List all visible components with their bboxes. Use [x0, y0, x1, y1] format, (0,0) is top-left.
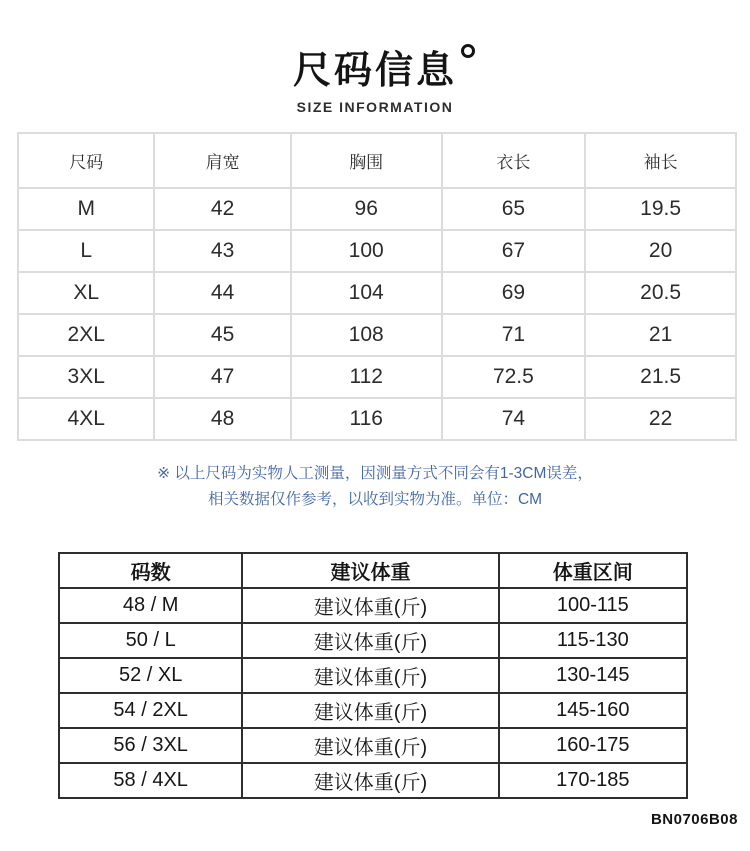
- header-row: [59, 553, 687, 588]
- table-cell: 100: [291, 230, 442, 272]
- page-title: [293, 52, 457, 90]
- table-cell: 74: [442, 398, 586, 440]
- table-cell: 2XL: [18, 314, 154, 356]
- table-row: [18, 314, 736, 356]
- table-cell: 69: [442, 272, 586, 314]
- page-subtitle: SIZE INFORMATION: [296, 99, 454, 115]
- degree-ring-icon: [461, 44, 475, 58]
- table-cell: 建议体重(斤): [242, 728, 498, 763]
- table-cell: 47: [154, 356, 290, 398]
- table-cell: 56 / 3XL: [59, 728, 242, 763]
- table-cell: 建议体重(斤): [242, 623, 498, 658]
- table-row: [18, 230, 736, 272]
- table-cell: 建议体重(斤): [242, 658, 498, 693]
- table-cell: 21: [585, 314, 736, 356]
- table-cell: 22: [585, 398, 736, 440]
- table-row: [59, 623, 687, 658]
- table-cell: 50 / L: [59, 623, 242, 658]
- table-cell: 19.5: [585, 188, 736, 230]
- table-row: [18, 356, 736, 398]
- table-cell: 43: [154, 230, 290, 272]
- table-cell: 108: [291, 314, 442, 356]
- table-cell: 21.5: [585, 356, 736, 398]
- table-cell: 115-130: [499, 623, 687, 658]
- table-cell: 20.5: [585, 272, 736, 314]
- column-header: 衣长: [442, 133, 586, 188]
- header-row: [18, 133, 736, 188]
- table-cell: 54 / 2XL: [59, 693, 242, 728]
- weight-table: [58, 552, 688, 799]
- table-cell: XL: [18, 272, 154, 314]
- weight-table-header: [59, 553, 687, 588]
- note-line-2: 相关数据仅作参考，以收到实物为准。单位：CM: [207, 491, 543, 508]
- table-cell: 112: [291, 356, 442, 398]
- table-row: [59, 763, 687, 798]
- measurement-note: [0, 461, 750, 513]
- column-header: 体重区间: [499, 553, 687, 588]
- table-cell: 71: [442, 314, 586, 356]
- column-header: 尺码: [18, 133, 154, 188]
- table-cell: 建议体重(斤): [242, 693, 498, 728]
- table-cell: 58 / 4XL: [59, 763, 242, 798]
- column-header: 胸围: [291, 133, 442, 188]
- table-cell: 44: [154, 272, 290, 314]
- table-cell: 52 / XL: [59, 658, 242, 693]
- page-header: [0, 52, 750, 115]
- size-table-body: [18, 188, 736, 440]
- table-row: [59, 588, 687, 623]
- table-row: [18, 398, 736, 440]
- column-header: 袖长: [585, 133, 736, 188]
- column-header: 肩宽: [154, 133, 290, 188]
- table-cell: 20: [585, 230, 736, 272]
- table-cell: 4XL: [18, 398, 154, 440]
- weight-table-body: [59, 588, 687, 798]
- product-code: BN0706B08: [650, 811, 738, 828]
- table-cell: 65: [442, 188, 586, 230]
- size-table-header: [18, 133, 736, 188]
- table-cell: 建议体重(斤): [242, 588, 498, 623]
- table-cell: 72.5: [442, 356, 586, 398]
- table-cell: 104: [291, 272, 442, 314]
- table-cell: 145-160: [499, 693, 687, 728]
- table-cell: 116: [291, 398, 442, 440]
- table-cell: 67: [442, 230, 586, 272]
- table-cell: 100-115: [499, 588, 687, 623]
- table-row: [18, 188, 736, 230]
- table-cell: 48 / M: [59, 588, 242, 623]
- table-cell: 130-145: [499, 658, 687, 693]
- table-cell: 170-185: [499, 763, 687, 798]
- note-line-1: ※ 以上尺码为实物人工测量，因测量方式不同会有1-3CM误差，: [157, 465, 593, 482]
- size-table: [17, 132, 737, 441]
- table-cell: 48: [154, 398, 290, 440]
- table-cell: 45: [154, 314, 290, 356]
- column-header: 建议体重: [242, 553, 498, 588]
- table-cell: L: [18, 230, 154, 272]
- table-row: [59, 658, 687, 693]
- table-row: [59, 728, 687, 763]
- table-cell: 3XL: [18, 356, 154, 398]
- table-cell: 42: [154, 188, 290, 230]
- page-title-text: 尺码信息: [292, 50, 457, 92]
- table-row: [59, 693, 687, 728]
- table-row: [18, 272, 736, 314]
- table-cell: 160-175: [499, 728, 687, 763]
- table-cell: 96: [291, 188, 442, 230]
- column-header: 码数: [59, 553, 242, 588]
- table-cell: M: [18, 188, 154, 230]
- table-cell: 建议体重(斤): [242, 763, 498, 798]
